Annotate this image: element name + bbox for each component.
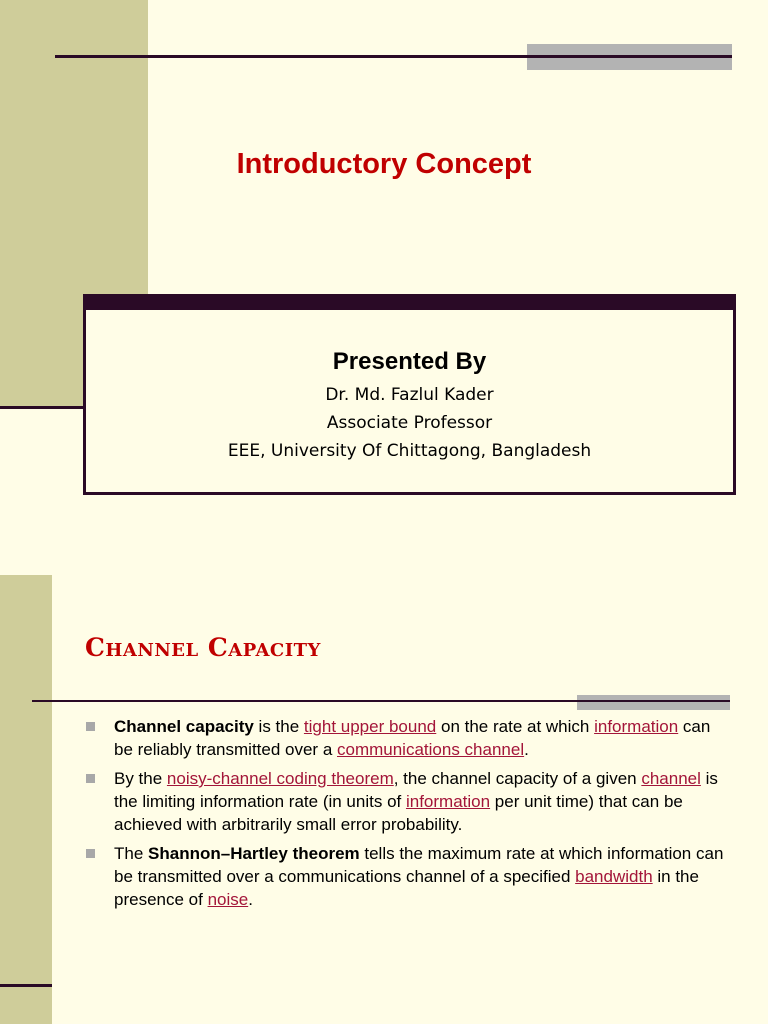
square-bullet-icon bbox=[86, 849, 95, 858]
square-bullet-icon bbox=[86, 722, 95, 731]
sidebar-decoration bbox=[0, 575, 52, 1024]
text: on the rate at which bbox=[436, 717, 595, 736]
text: . bbox=[248, 890, 253, 909]
presenter-name: Dr. Md. Fazlul Kader bbox=[325, 385, 494, 405]
link-noisy-channel-coding-theorem[interactable]: noisy-channel coding theorem bbox=[166, 769, 394, 788]
gray-accent-bar bbox=[577, 695, 730, 710]
list-item bbox=[86, 715, 726, 761]
term-bold: Channel capacity bbox=[114, 717, 254, 736]
list-item bbox=[86, 842, 726, 911]
text: in the presence of bbox=[114, 867, 699, 909]
text: per unit time) that can be achieved with arbitrarily small error probability. bbox=[114, 792, 683, 834]
slide-title: Channel Capacity bbox=[85, 633, 321, 662]
link-noise[interactable]: noise bbox=[207, 890, 249, 909]
link-channel[interactable]: channel bbox=[641, 769, 701, 788]
link-tight-upper-bound[interactable]: tight upper bound bbox=[303, 717, 437, 736]
text: tells the maximum rate at which information can be transmitted over a communications channel of a specified bbox=[114, 844, 724, 886]
presenter-box bbox=[83, 310, 736, 495]
text: can be reliably transmitted over a bbox=[114, 717, 711, 759]
presenter-affiliation: EEE, University Of Chittagong, Bangladesh bbox=[227, 441, 592, 461]
presenter-role: Associate Professor bbox=[326, 413, 493, 433]
text: By the bbox=[114, 769, 167, 788]
gray-accent-rule bbox=[527, 55, 732, 58]
slide-channel-capacity bbox=[0, 575, 768, 1024]
gray-accent-rule bbox=[577, 700, 730, 702]
slide-title: Introductory Concept bbox=[236, 148, 532, 180]
bullet-list bbox=[86, 715, 726, 917]
bottom-left-rule bbox=[0, 984, 52, 987]
text: , the channel capacity of a given bbox=[393, 769, 642, 788]
text: is the limiting information rate (in units of bbox=[114, 769, 718, 811]
link-information[interactable]: information bbox=[405, 792, 491, 811]
left-rule bbox=[0, 406, 85, 409]
link-information[interactable]: information bbox=[594, 717, 679, 736]
term-bold: Shannon–Hartley theorem bbox=[148, 844, 360, 863]
square-bullet-icon bbox=[86, 774, 95, 783]
link-communications-channel[interactable]: communications channel bbox=[337, 740, 525, 759]
link-bandwidth[interactable]: bandwidth bbox=[575, 867, 653, 886]
text: The bbox=[114, 844, 149, 863]
text: . bbox=[524, 740, 529, 759]
presented-by-heading: Presented By bbox=[332, 348, 487, 375]
text: is the bbox=[253, 717, 304, 736]
list-item bbox=[86, 767, 726, 836]
